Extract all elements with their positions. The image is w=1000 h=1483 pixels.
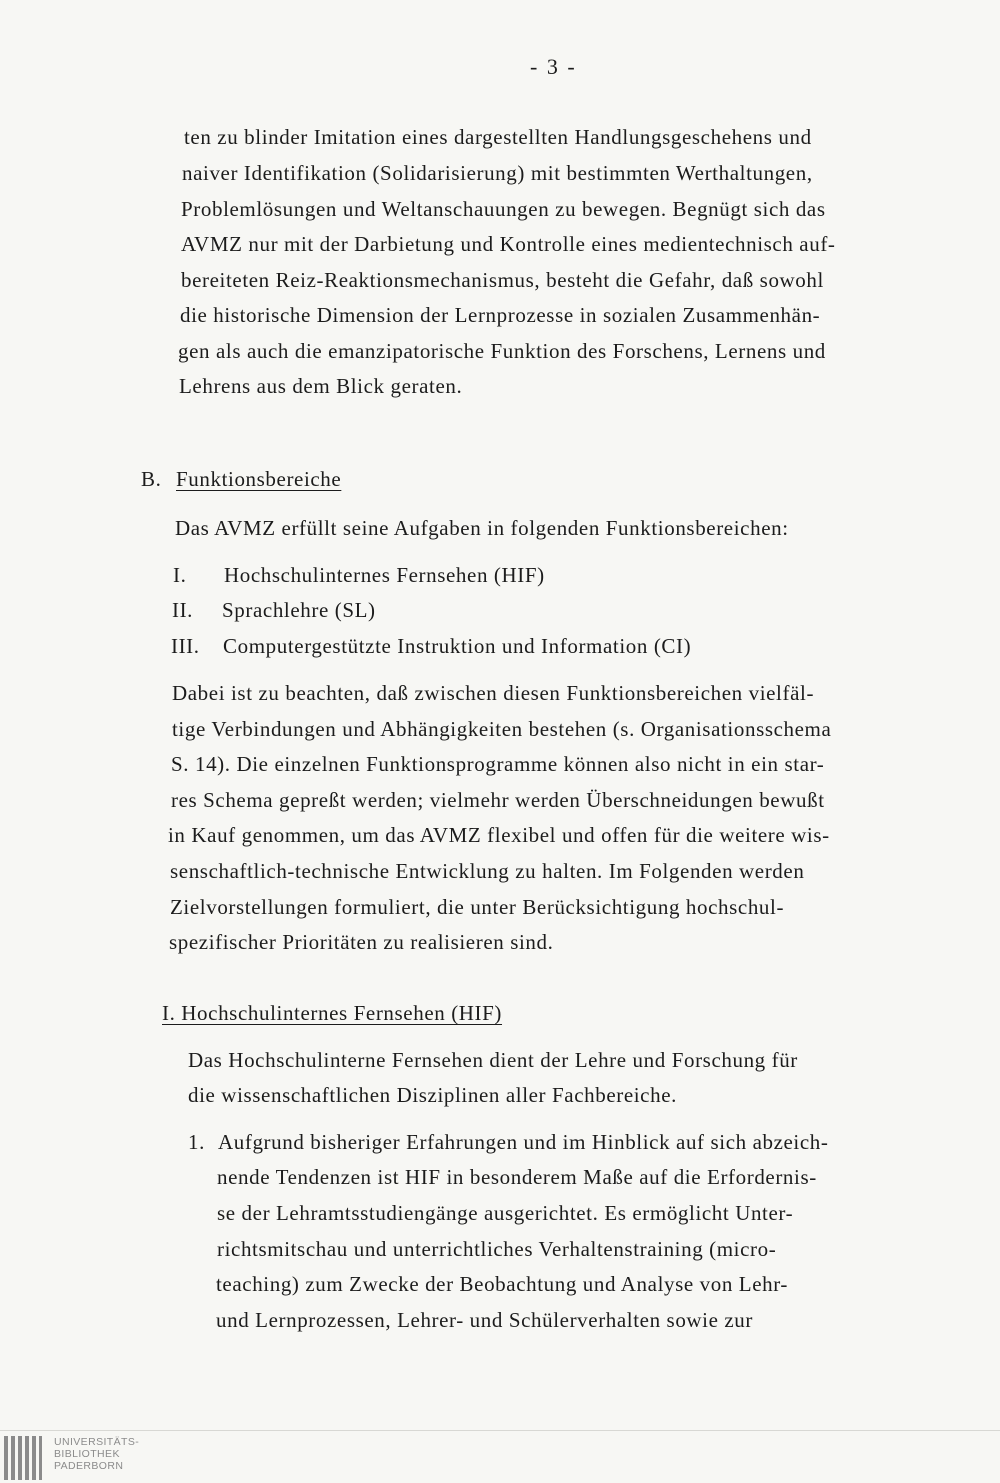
page-number: - 3 - [530,54,577,79]
numbered-item-line: se der Lehramtsstudiengänge ausgerichtet. Es ermöglicht Unter- [217,1201,794,1225]
library-name-line: UNIVERSITÄTS- [54,1436,140,1448]
list-item-number: III. [171,634,200,658]
numbered-item-line: und Lernprozessen, Lehrer- und Schülerverhalten sowie zur [216,1308,753,1332]
list-item-text: Hochschulinternes Fernsehen (HIF) [224,563,545,587]
intro-line: gen als auch die emanzipatorische Funktion des Forschens, Lernens und [178,339,826,363]
intro-line: Lehrens aus dem Blick geraten. [179,374,463,398]
list-item-number: II. [172,598,194,622]
intro-line: AVMZ nur mit der Darbietung und Kontrolle eines medientechnisch auf- [181,232,836,256]
numbered-item-line: teaching) zum Zwecke der Beobachtung und Analyse von Lehr- [216,1272,789,1296]
paragraph-line: S. 14). Die einzelnen Funktionsprogramme können also nicht in ein star- [171,752,825,776]
library-name [54,1436,139,1472]
paragraph-line: res Schema gepreßt werden; vielmehr werden Überschneidungen bewußt [171,788,825,812]
list-item-text: Computergestützte Instruktion und Information (CI) [223,634,692,658]
section-b-intro: Das AVMZ erfüllt seine Aufgaben in folgenden Funktionsbereichen: [175,516,789,540]
paragraph-line: Zielvorstellungen formuliert, die unter Berücksichtigung hochschul- [170,895,785,919]
paragraph-line: tige Verbindungen und Abhängigkeiten bestehen (s. Organisationsschema [172,717,832,741]
section-b-title: Funktionsbereiche [176,467,342,491]
list-item-number: I. [173,563,187,587]
paragraph-line: senschaftlich-technische Entwicklung zu halten. Im Folgenden werden [170,859,805,883]
section-i-heading: I. Hochschulinternes Fernsehen (HIF) [162,1001,503,1025]
paragraph-line: in Kauf genommen, um das AVMZ flexibel und offen für die weitere wis- [168,823,830,847]
numbered-item-line: richtsmitschau und unterrichtliches Verhaltenstraining (micro- [217,1237,777,1261]
footer-divider [0,1430,1000,1431]
library-barcode-logo-icon [4,1436,48,1480]
library-footer [0,1432,1000,1483]
library-name-line: BIBLIOTHEK [54,1448,120,1460]
paragraph-line: spezifischer Prioritäten zu realisieren sind. [169,930,554,954]
section-b-label: B. [141,467,162,491]
intro-line: ten zu blinder Imitation eines dargestellten Handlungsgeschehens und [184,125,812,149]
intro-line: Problemlösungen und Weltanschauungen zu bewegen. Begnügt sich das [181,197,826,221]
intro-line: naiver Identifikation (Solidarisierung) mit bestimmten Werthaltungen, [182,161,813,185]
intro-line: die historische Dimension der Lernprozesse in sozialen Zusammenhän- [180,303,821,327]
paragraph-line: Dabei ist zu beachten, daß zwischen diesen Funktionsbereichen vielfäl- [172,681,815,705]
section-i-intro-line: Das Hochschulinterne Fernsehen dient der Lehre und Forschung für [188,1048,798,1072]
numbered-item-line: Aufgrund bisheriger Erfahrungen und im Hinblick auf sich abzeich- [218,1130,829,1154]
numbered-item-marker: 1. [188,1130,205,1154]
intro-line: bereiteten Reiz-Reaktionsmechanismus, besteht die Gefahr, daß sowohl [181,268,824,292]
library-name-line: PADERBORN [54,1460,124,1472]
numbered-item-line: nende Tendenzen ist HIF in besonderem Maße auf die Erfordernis- [217,1165,817,1189]
list-item-text: Sprachlehre (SL) [222,598,376,622]
section-i-intro-line: die wissenschaftlichen Disziplinen aller Fachbereiche. [188,1083,677,1107]
